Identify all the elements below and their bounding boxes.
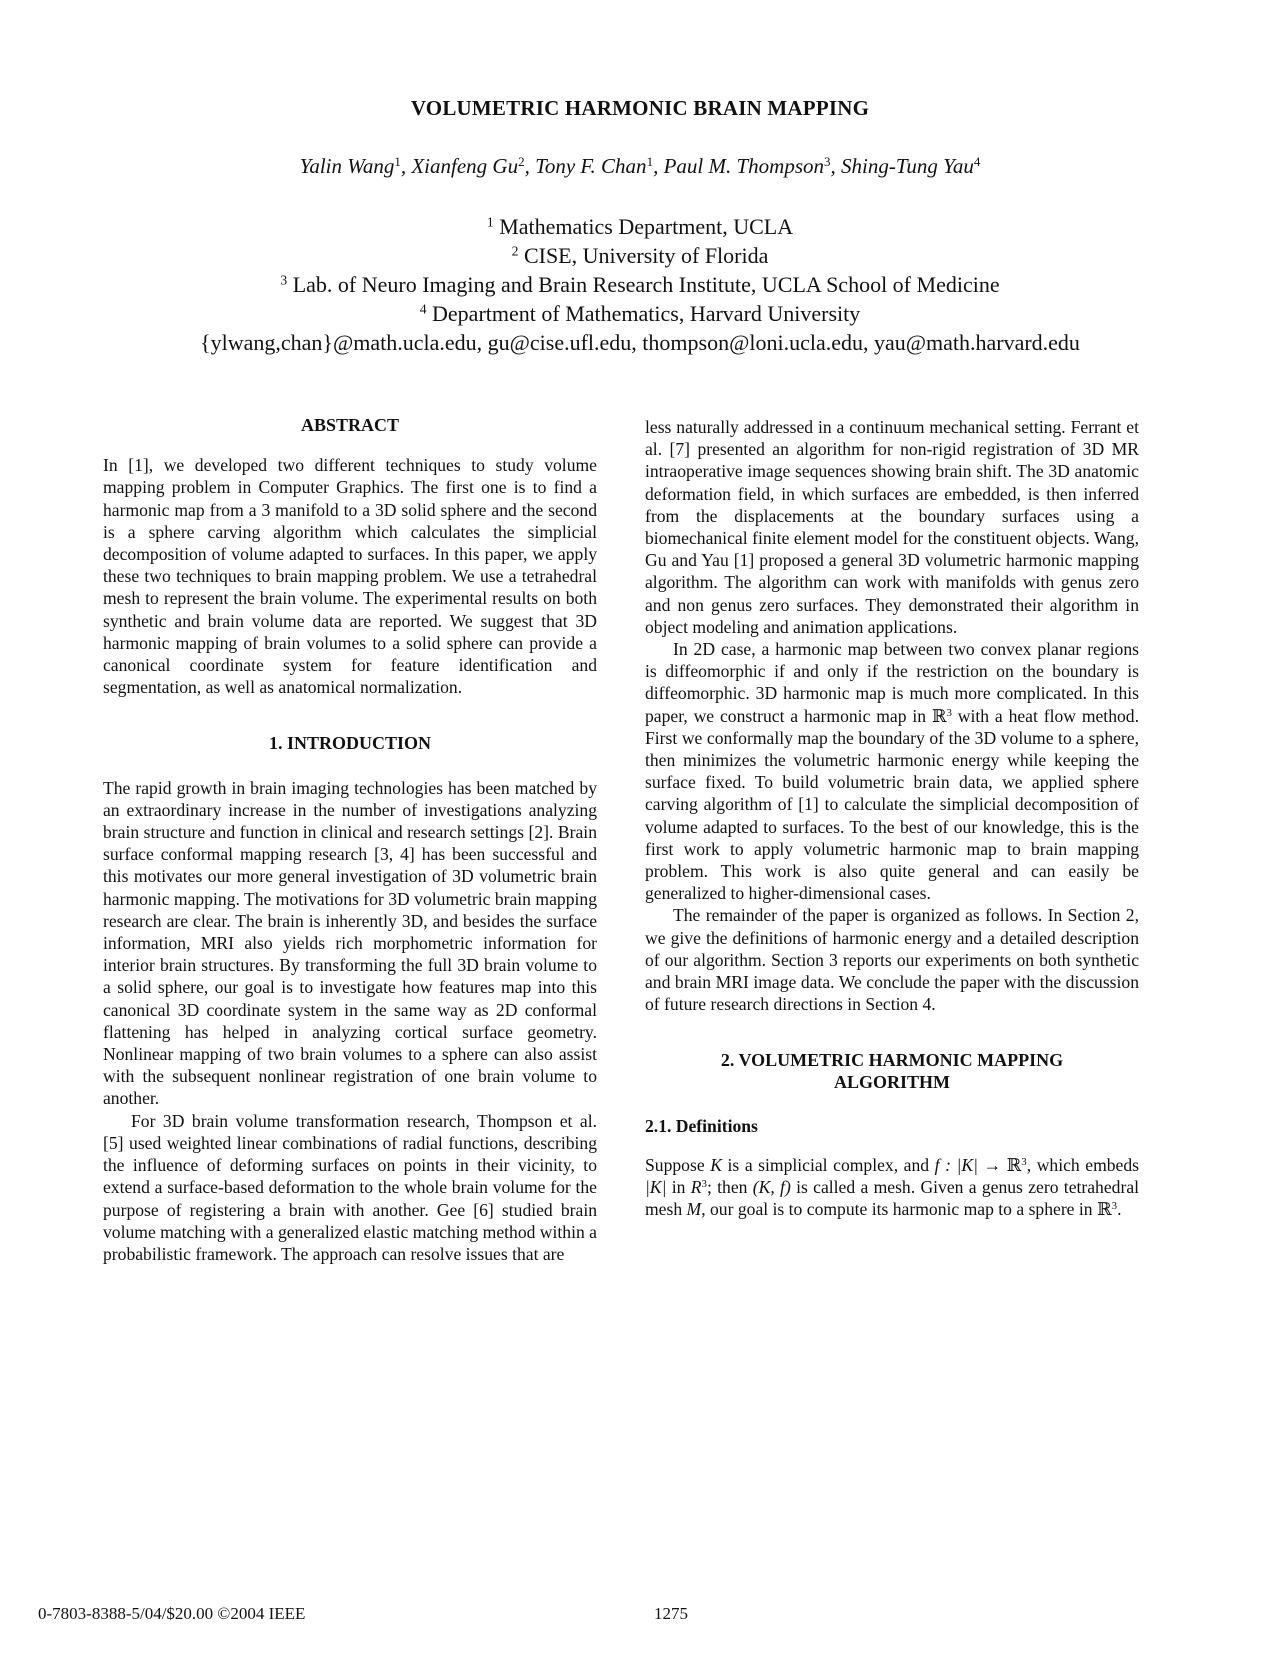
math-exponent: 3 bbox=[701, 1177, 707, 1190]
affiliation-block bbox=[0, 212, 1280, 357]
author-affiliation-mark: 4 bbox=[973, 153, 981, 169]
author-emails: {ylwang,chan}@math.ucla.edu, gu@cise.ufl.edu, thompson@loni.ucla.edu, yau@math.harvard.edu bbox=[200, 330, 1080, 355]
introduction-paragraph: The remainder of the paper is organized as follows. In Section 2, we give the definitions of harmonic energy and a detailed description of our algorithm. Section 3 reports our experiments on both synthetic and brain MRI image data. We conclude the paper with the discussion of future research directions in Section 4. bbox=[645, 905, 1139, 1015]
paragraph-text: in bbox=[666, 1176, 691, 1197]
definitions-paragraph bbox=[645, 1154, 1139, 1221]
affiliation-number: 4 bbox=[419, 301, 427, 317]
paragraph-text: Suppose bbox=[645, 1154, 711, 1175]
affiliation-line bbox=[0, 241, 1280, 270]
author-affiliation-mark: 1 bbox=[394, 153, 401, 169]
paragraph-text: In 2D case, a harmonic map between two convex planar regions is diffeomorphic if and only if the restriction on the boundary is diffeomorphic. 3D harmonic map is much more complicated. In this paper, we construct a harmonic map in bbox=[645, 639, 1139, 726]
math-expression: f : |K| → bbox=[934, 1154, 1007, 1175]
math-exponent: 3 bbox=[1111, 1200, 1118, 1213]
author-name: Paul M. Thompson bbox=[663, 154, 825, 178]
math-real-space: ℝ bbox=[1096, 1199, 1112, 1220]
paragraph-text: . bbox=[1117, 1199, 1122, 1220]
math-symbol: K bbox=[710, 1154, 722, 1175]
abstract-heading: ABSTRACT bbox=[300, 415, 400, 435]
affiliation-line bbox=[0, 212, 1280, 241]
affiliation-number: 1 bbox=[486, 214, 494, 230]
math-expression: |K| bbox=[645, 1176, 667, 1197]
affiliation-number: 3 bbox=[280, 272, 288, 288]
section2-heading-line: 2. VOLUMETRIC HARMONIC MAPPING bbox=[720, 1050, 1064, 1071]
affiliation-line bbox=[0, 270, 1280, 299]
math-symbol: M bbox=[686, 1199, 702, 1220]
definitions-subheading: 2.1. Definitions bbox=[645, 1116, 758, 1137]
author-affiliation-mark: 1 bbox=[646, 153, 654, 169]
abstract-text: In [1], we developed two different techniques to study volume mapping problem in Computer Graphics. The first one is to find a harmonic map from a 3 manifold to a 3D solid sphere and the second is a sphere carving algorithm which calculates the simplicial decomposition of volume adapted to surfaces. In this paper, we apply these two techniques to brain mapping problem. We use a tetrahedral mesh to represent the brain volume. The experimental results on both synthetic and brain volume data are reported. We suggest that 3D harmonic mapping of brain volumes to a solid sphere can provide a canonical coordinate system for feature identification and segmentation, as well as anatomical normalization. bbox=[103, 455, 597, 698]
section2-heading bbox=[645, 1049, 1139, 1093]
paragraph-text: ; then bbox=[706, 1176, 753, 1197]
math-symbol: R bbox=[690, 1176, 702, 1197]
paragraph-text: , which embeds bbox=[1026, 1154, 1140, 1175]
affiliation-text: CISE, University of Florida bbox=[518, 243, 769, 268]
introduction-heading: 1. INTRODUCTION bbox=[268, 733, 432, 754]
author-name: Tony F. Chan bbox=[535, 154, 647, 178]
author-name: Xianfeng Gu bbox=[411, 154, 519, 178]
affiliation-text: Mathematics Department, UCLA bbox=[493, 214, 794, 239]
section2-heading-line: ALGORITHM bbox=[833, 1072, 950, 1093]
introduction-paragraph: For 3D brain volume transformation research, Thompson et al. [5] used weighted linear combinations of radial functions, describing the influence of deforming surfaces on points in their vicinity, to extend a surface-based deformation to the whole brain volume for the purpose of registering a brain with another. Gee [6] studied brain volume matching with a generalized elastic matching method within a probabilistic framework. The approach can resolve issues that are bbox=[103, 1110, 597, 1264]
math-real-space: ℝ bbox=[1006, 1154, 1022, 1175]
author-separator: , bbox=[830, 154, 842, 178]
author-affiliation-mark: 3 bbox=[824, 153, 831, 169]
right-column bbox=[645, 416, 1139, 1220]
paragraph-text: is a simplicial complex, and bbox=[721, 1154, 935, 1175]
affiliation-text: Lab. of Neuro Imaging and Brain Research Institute, UCLA School of Medicine bbox=[287, 272, 1000, 297]
author-name: Yalin Wang bbox=[299, 154, 395, 178]
author-separator: , bbox=[653, 154, 664, 178]
copyright-footer: 0-7803-8388-5/04/$20.00 ©2004 IEEE bbox=[38, 1604, 306, 1623]
author-name: Shing-Tung Yau bbox=[841, 154, 974, 178]
introduction-paragraph-continued: less naturally addressed in a continuum mechanical setting. Ferrant et al. [7] presented an algorithm for non-rigid registration of 3D MR intraoperative image sequences showing brain shift. The 3D anatomic deformation field, in which surfaces are embedded, is then inferred from the displacements at the boundary surfaces using a biomechanical finite element model for the constituent objects. Wang, Gu and Yau [1] proposed a general 3D volumetric harmonic mapping algorithm. The algorithm can work with manifolds with genus zero and non genus zero surfaces. They demonstrated their algorithm in object modeling and animation applications. bbox=[645, 417, 1139, 637]
math-exponent: 3 bbox=[1021, 1155, 1027, 1168]
affiliation-text: Department of Mathematics, Harvard University bbox=[426, 301, 861, 326]
math-exponent: 3 bbox=[946, 706, 952, 719]
paper-title: VOLUMETRIC HARMONIC BRAIN MAPPING bbox=[410, 96, 870, 120]
paragraph-text: with a heat flow method. First we conformally map the boundary of the 3D volume to a sphere, then minimizes the volumetric harmonic energy while keeping the surface fixed. To build volumetric brain data, we applied sphere carving algorithm of [1] to calculate the simplicial decomposition of volume adapted to surfaces. To the best of our knowledge, this is the first work to apply volumetric harmonic map to brain mapping problem. This work is also quite general and can easily be generalized to higher-dimensional cases. bbox=[645, 705, 1139, 904]
page-number: 1275 bbox=[654, 1604, 688, 1623]
math-expression: (K, f) bbox=[752, 1176, 791, 1197]
affiliation-number: 2 bbox=[511, 243, 519, 259]
author-list bbox=[0, 154, 1280, 179]
paragraph-text: is called a mesh. Given a genus zero tetrahedral mesh bbox=[645, 1176, 1140, 1220]
math-real-space: ℝ bbox=[931, 705, 947, 726]
author-separator: , bbox=[400, 154, 412, 178]
introduction-paragraph bbox=[645, 638, 1139, 904]
introduction-paragraph: The rapid growth in brain imaging technologies has been matched by an extraordinary increase in the number of investigations analyzing brain structure and function in clinical and research settings [2]. Brain surface conformal mapping research [3, 4] has been successful and this motivates our more general investigation of 3D volumetric brain harmonic mapping. The motivations for 3D volumetric brain mapping research are clear. The brain is inherently 3D, and besides the surface information, MRI also yields rich morphometric information for interior brain structures. By transforming the full 3D brain volume to a solid sphere, our goal is to investigate how features map into this canonical 3D coordinate system in the same way as 2D conformal flattening has helped in analyzing cortical surface geometry. Nonlinear mapping of two brain volumes to a sphere can also assist with the subsequent nonlinear registration of one brain volume to another. bbox=[103, 777, 597, 1109]
paragraph-text: , our goal is to compute its harmonic map to a sphere in bbox=[701, 1199, 1097, 1220]
author-separator: , bbox=[524, 154, 536, 178]
author-affiliation-mark: 2 bbox=[518, 153, 525, 169]
affiliation-line bbox=[0, 299, 1280, 328]
left-column bbox=[103, 414, 597, 1265]
